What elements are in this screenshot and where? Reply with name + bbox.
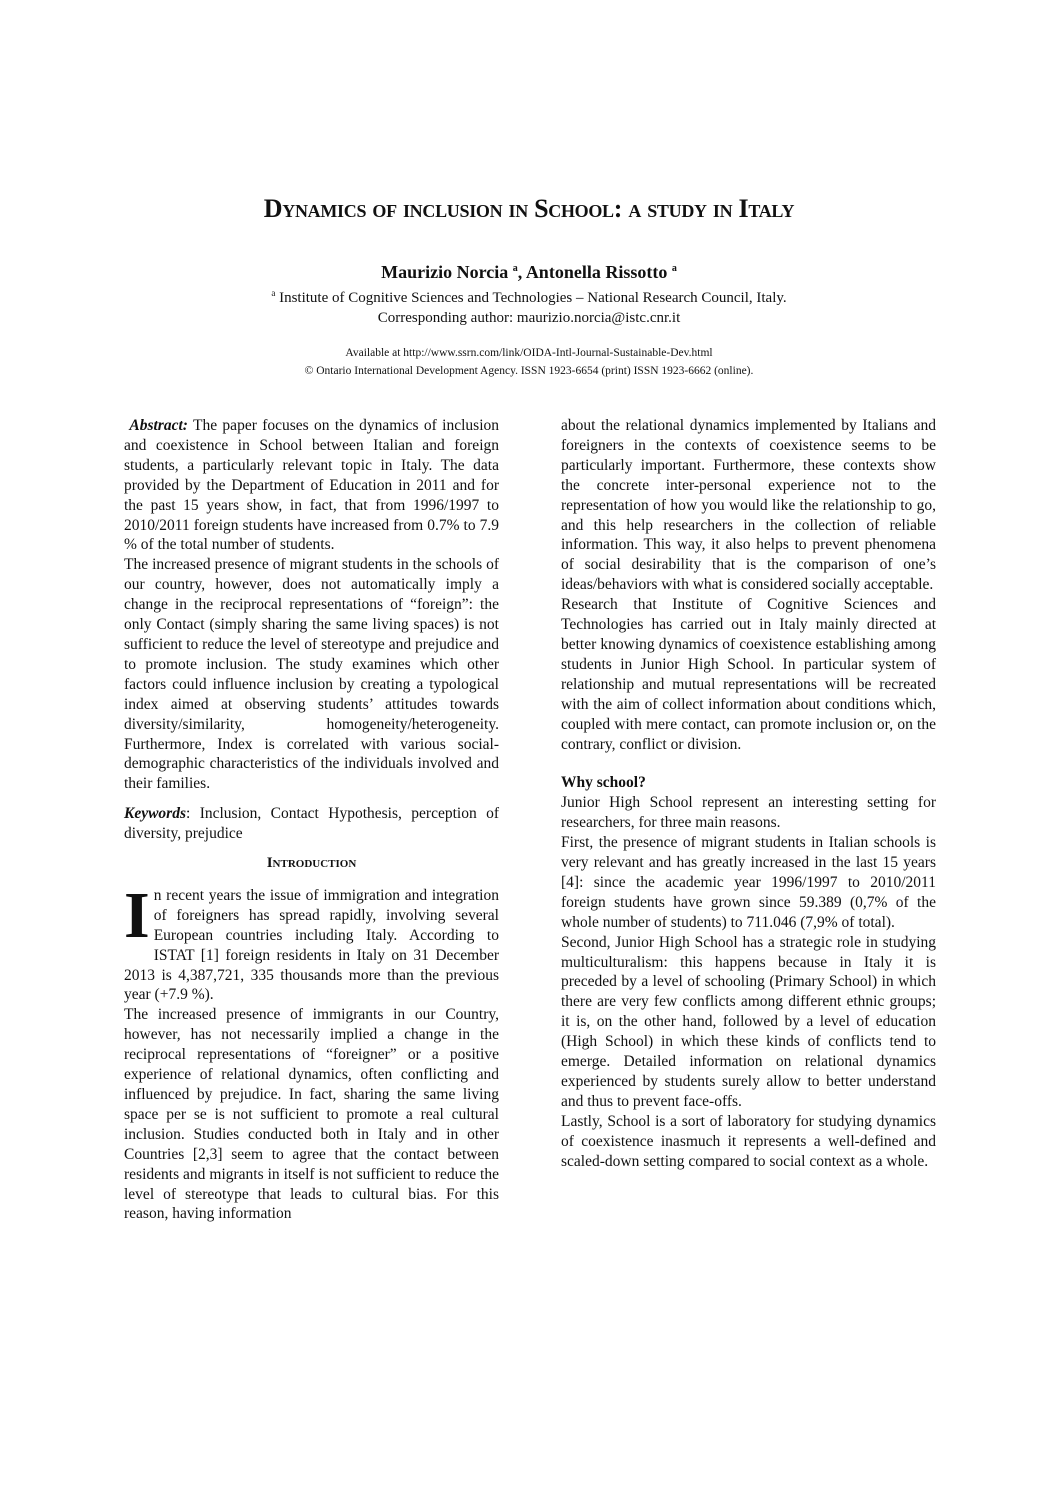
author-name: Antonella Rissotto	[525, 262, 668, 282]
abstract-text: The paper focuses on the dynamics of inclusion and coexistence in School between Italian and foreign students, a particularly relevant topic in Italy. The data provided by the Department of Education in 2011 and for the past 15 years show, in fact, that from 1996/1997 to 2010/2011 foreign students have increased from 0.7% to 7.9 % of the total number of students.	[124, 417, 500, 554]
author-separator: ,	[517, 262, 526, 282]
intro-paragraph-1	[124, 878, 499, 1005]
body-paragraph: Research that Institute of Cognitive Sciences and Technologies has carried out in Italy mainly directed at better knowing dynamics of coexistence establishing among students in Junior High School. In particular system of relationship and mutual representations will be recreated with the aim of collect information about conditions which, coupled with mere contact, can promote inclusion or, on the contrary, conflict or division.	[561, 596, 936, 753]
copyright-line: © Ontario International Development Agency. ISSN 1923-6654 (print) ISSN 1923-6662 (online).	[304, 365, 754, 377]
intro-paragraph-1-text: n recent years the issue of immigration and integration of foreigners has spread rapidly, involving several European countries including Italy. According to ISTAT [1] foreign residents in Italy on 31 December 2013 is 4,387,721, 335 thousands more than the previous year (+7.9 %).	[124, 886, 499, 1004]
affiliation-mark: a	[512, 263, 518, 274]
abstract-label: Abstract:	[129, 417, 188, 434]
body-paragraph: Second, Junior High School has a strategic role in studying multiculturalism: this happens because in Italy it is preceded by a level of schooling (Primary School) in which there are very few conflicts among different ethnic groups; it is, on the other hand, followed by a level of education (High School) in which these kinds of conflicts tend to emerge. Detailed information on relational dynamics experienced by students surely allow to better understand and thus to prevent face-offs.	[561, 933, 936, 1110]
availability-line: Available at http://www.ssrn.com/link/OIDA-Intl-Journal-Sustainable-Dev.html	[345, 347, 713, 359]
affiliation-mark: a	[671, 263, 677, 274]
intro-paragraph-2: The increased presence of immigrants in our Country, however, has not necessarily implied a change in the reciprocal representations of “foreigner” or a positive experience of relational dynamics, often conflicting and influenced by prejudice. In fact, sharing the same living space per se is not sufficient to promote a real cultural inclusion. Studies conducted both in Italy and in other Countries [2,3] seem to agree that the contact between residents and migrants in itself is not sufficient to reduce the level of stereotype that leads to cultural bias. For this reason, having information	[124, 1006, 499, 1223]
author-name: Maurizio Norcia	[381, 262, 509, 282]
abstract-paragraph	[124, 416, 499, 555]
author-list	[0, 258, 1058, 283]
drop-cap: I	[124, 878, 150, 952]
abstract-paragraph-2: The increased presence of migrant students in the schools of our country, however, does not automatically imply a change in the reciprocal representations of “foreign”: the only Contact (simply sharing the same living spaces) is not sufficient to reduce the level of stereotype and prejudice and to promote inclusion. The study examines which other factors could influence inclusion by creating a typological index aimed at observing students’ attitudes towards diversity/similarity, homogeneity/heterogeneity. Furthermore, Index is correlated with various social-demographic characteristics of the individuals involved and their families.	[124, 556, 499, 793]
body-paragraph: First, the presence of migrant students in Italian schools is very relevant and has greatly increased in the last 15 years [4]: since the academic year 1996/1997 to 2010/2011 foreign students have grown since 59.389 (0,7% of the whole number of students) to 711.046 (7,9% of total).	[561, 834, 936, 931]
affiliation-mark: a	[271, 288, 276, 298]
keywords-text: : Inclusion, Contact Hypothesis, perception of diversity, prejudice	[124, 805, 499, 843]
body-paragraph: Junior High School represent an interesting setting for researchers, for three main reasons.	[561, 794, 936, 832]
corresponding-author: Corresponding author: maurizio.norcia@istc.cnr.it	[377, 310, 681, 326]
section-heading-introduction: Introduction	[266, 855, 357, 872]
body-paragraph: Lastly, School is a sort of laboratory for studying dynamics of coexistence inasmuch it represents a well-defined and scaled-down setting compared to social context as a whole.	[561, 1112, 936, 1170]
subsection-heading-why-school: Why school?	[561, 774, 646, 792]
body-paragraph: about the relational dynamics implemented by Italians and foreigners in the contexts of coexistence seems to be particularly important. Furthermore, these contexts show the concrete inter-personal experience not to the representation of how you would like the relationship to go, and this help researchers in the collection of reliable information. This way, it also helps to prevent phenomena of social desirability that is the comparison of one’s ideas/behaviors with what is considered socially acceptable.	[561, 417, 936, 594]
keywords-label: Keywords	[124, 805, 186, 823]
affiliation-line	[0, 283, 1058, 308]
paper-title: Dynamics of inclusion in School: a study in Italy	[263, 194, 795, 223]
left-column	[124, 416, 499, 1224]
affiliation-text: Institute of Cognitive Sciences and Technologies – National Research Council, Italy.	[279, 290, 787, 306]
keywords	[124, 804, 499, 844]
publication-info	[0, 344, 1058, 380]
affiliation-block	[0, 283, 1058, 328]
right-column	[561, 416, 936, 1172]
